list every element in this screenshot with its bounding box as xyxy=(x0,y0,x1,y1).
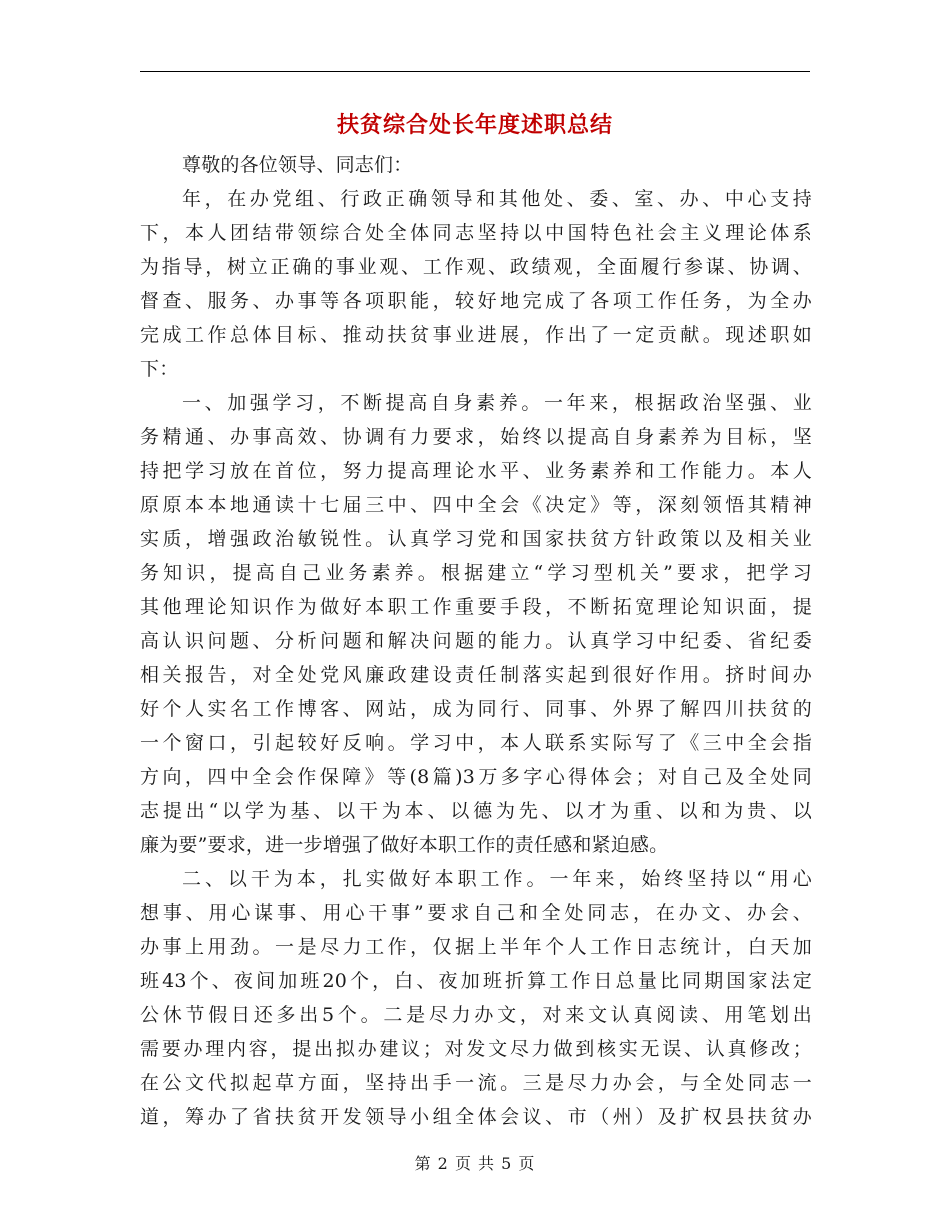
body-line: 志提出“以学为基、以干为本、以德为先、以才为重、以和为贵、以 xyxy=(140,800,812,822)
body-line: 班43个、夜间加班20个，白、夜加班折算工作日总量比同期国家法定 xyxy=(140,970,812,992)
body-line: 道，筹办了省扶贫开发领导小组全体会议、市（州）及扩权县扶贫办 xyxy=(140,1106,812,1128)
body-line: 完成工作总体目标、推动扶贫事业进展，作出了一定贡献。现述职如 xyxy=(140,324,812,346)
header-rule xyxy=(140,71,810,72)
body-line: 下： xyxy=(140,358,179,380)
document-body xyxy=(140,148,812,1134)
body-line: 廉为要”要求，进一步增强了做好本职工作的责任感和紧迫感。 xyxy=(140,834,669,856)
body-line: 持把学习放在首位，努力提高理论水平、业务素养和工作能力。本人 xyxy=(140,460,812,482)
body-line: 一个窗口，引起较好反响。学习中，本人联系实际写了《三中全会指 xyxy=(140,732,812,754)
body-line: 督查、服务、办事等各项职能，较好地完成了各项工作任务，为全办 xyxy=(140,290,812,312)
body-line: 在公文代拟起草方面，坚持出手一流。三是尽力办会，与全处同志一 xyxy=(140,1072,812,1094)
body-line: 其他理论知识作为做好本职工作重要手段，不断拓宽理论知识面，提 xyxy=(140,596,812,618)
body-line: 方向，四中全会作保障》等(8篇)3万多字心得体会；对自己及全处同 xyxy=(140,766,812,788)
body-line: 一、加强学习，不断提高自身素养。一年来，根据政治坚强、业 xyxy=(182,392,812,414)
body-line: 需要办理内容，提出拟办建议；对发文尽力做到核实无误、认真修改； xyxy=(140,1038,812,1060)
body-line: 公休节假日还多出5个。二是尽力办文，对来文认真阅读、用笔划出 xyxy=(140,1004,812,1026)
body-line: 好个人实名工作博客、网站，成为同行、同事、外界了解四川扶贫的 xyxy=(140,698,812,720)
body-line: 相关报告，对全处党风廉政建设责任制落实起到很好作用。挤时间办 xyxy=(140,664,812,686)
body-line: 年，在办党组、行政正确领导和其他处、委、室、办、中心支持 xyxy=(182,188,812,210)
body-line: 想事、用心谋事、用心干事”要求自己和全处同志，在办文、办会、 xyxy=(140,902,812,924)
body-line: 为指导，树立正确的事业观、工作观、政绩观，全面履行参谋、协调、 xyxy=(140,256,812,278)
body-line: 办事上用劲。一是尽力工作，仅据上半年个人工作日志统计，白天加 xyxy=(140,936,812,958)
body-line: 务精通、办事高效、协调有力要求，始终以提高自身素养为目标，坚 xyxy=(140,426,812,448)
document-title: 扶贫综合处长年度述职总结 xyxy=(336,112,613,138)
body-line: 下，本人团结带领综合处全体同志坚持以中国特色社会主义理论体系 xyxy=(140,222,812,244)
page-number-footer: 第 2 页 共 5 页 xyxy=(414,1154,536,1173)
body-line: 高认识问题、分析问题和解决问题的能力。认真学习中纪委、省纪委 xyxy=(140,630,812,652)
body-line: 务知识，提高自己业务素养。根据建立“学习型机关”要求，把学习 xyxy=(140,562,812,584)
body-line: 原原本本地通读十七届三中、四中全会《决定》等，深刻领悟其精神 xyxy=(140,494,812,516)
body-line: 二、以干为本，扎实做好本职工作。一年来，始终坚持以“用心 xyxy=(182,868,812,890)
body-line: 尊敬的各位领导、同志们： xyxy=(182,154,413,176)
body-line: 实质，增强政治敏锐性。认真学习党和国家扶贫方针政策以及相关业 xyxy=(140,528,812,550)
